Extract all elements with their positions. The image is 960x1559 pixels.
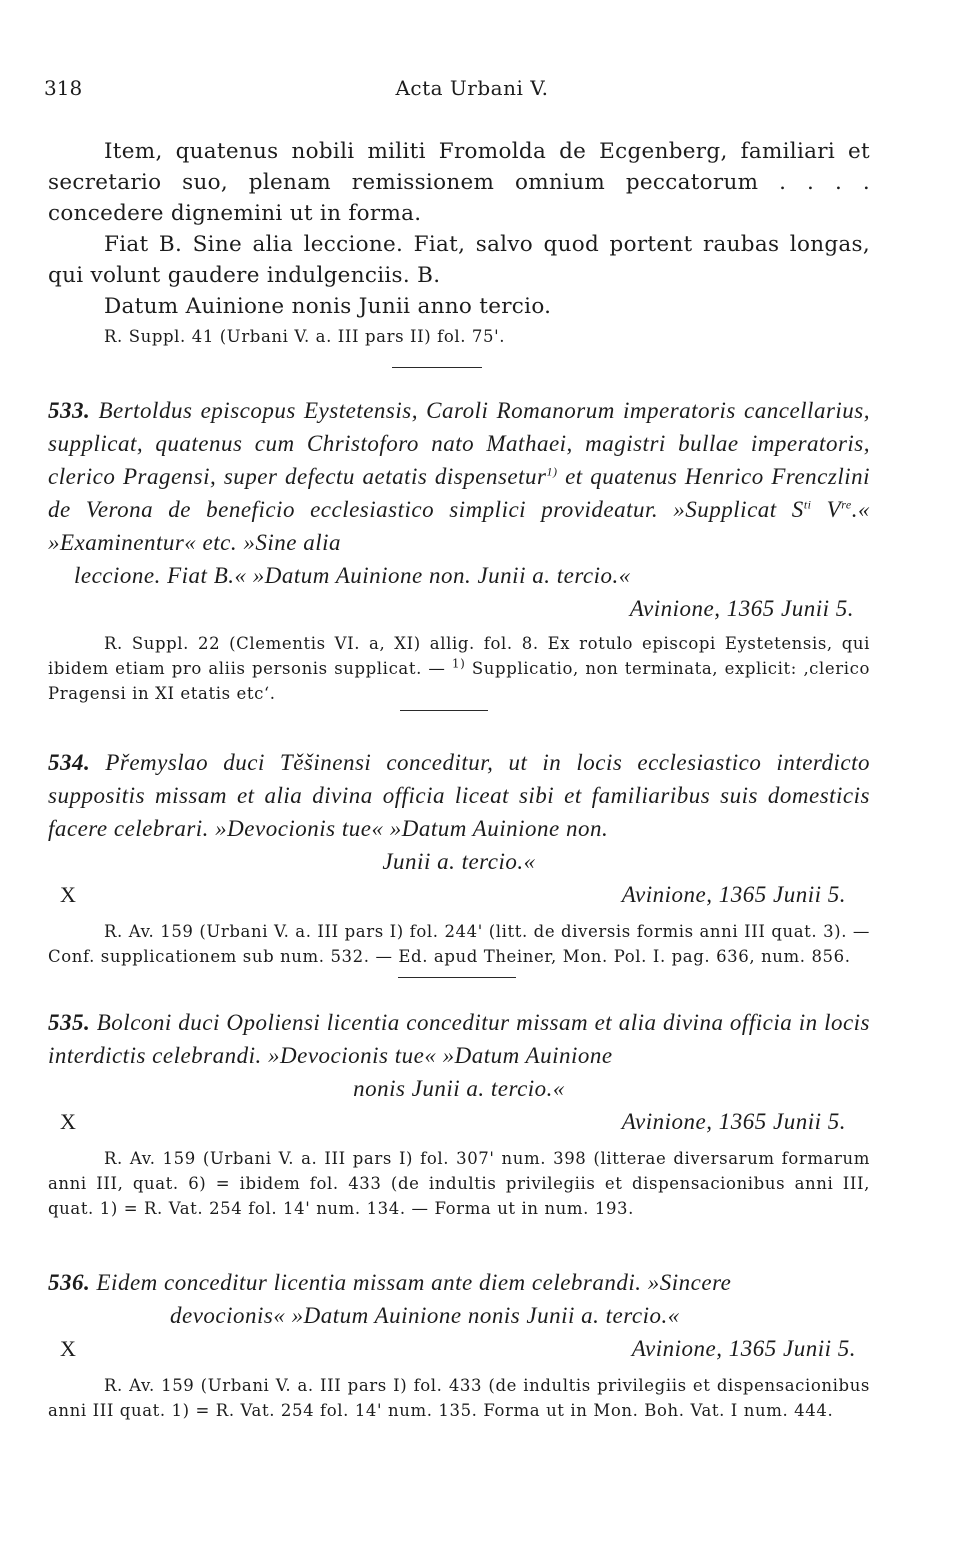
entry-535 bbox=[48, 1006, 870, 1221]
entry-533-place-date: Avinione, 1365 Junii 5. bbox=[629, 596, 854, 621]
entry-535-place-line bbox=[48, 1105, 870, 1138]
divider-rule bbox=[400, 710, 488, 711]
x-mark: X bbox=[60, 1109, 77, 1134]
entry-533-datum: leccione. Fiat B.« »Datum Auinione non. Junii a. tercio.« bbox=[74, 563, 631, 588]
entry-532-decision: Fiat B. Sine alia leccione. Fiat, salvo quod portent raubas longas, qui volunt gaudere indulgenciis. B. bbox=[48, 232, 870, 288]
entry-532-source: R. Suppl. 41 (Urbani V. a. III pars II) fol. 75'. bbox=[104, 327, 506, 346]
entry-number: 536. bbox=[48, 1270, 91, 1295]
page-number: 318 bbox=[44, 76, 83, 100]
divider-rule bbox=[392, 367, 482, 368]
x-mark: X bbox=[60, 1336, 77, 1361]
entry-534-source: R. Av. 159 (Urbani V. a. III pars I) fol. 244' (litt. de diversis formis anni III quat. 3). — Conf. supplicationem sub num. 532. — Ed. apud Theiner, Mon. Pol. I. pag. 636, num. 856. bbox=[48, 922, 870, 966]
entry-535-text: 535. Bolconi duci Opoliensi licentia conceditur missam et alia divina officia in locis interdictis celebrandi. »Devocionis tue« »Datum Auinione bbox=[48, 1010, 871, 1068]
entry-536-datum: devocionis« »Datum Auinione nonis Junii a. tercio.« bbox=[170, 1303, 680, 1328]
entry-533 bbox=[48, 394, 870, 706]
entry-534-place-date: Avinione, 1365 Junii 5. bbox=[621, 882, 846, 907]
entry-532 bbox=[48, 136, 870, 349]
entry-533-source: R. Suppl. 22 (Clementis VI. a, XI) allig. fol. 8. Ex rotulo episcopi Eystetensis, qui ibidem etiam pro aliis personis supplicat. — $^{1)}$ Supplicatio, non terminata, explicit: ‚clerico Pragensi in XI etatis etc‘. bbox=[48, 634, 870, 703]
entry-535-datum: nonis Junii a. tercio.« bbox=[353, 1076, 565, 1101]
entry-534-text: 534. Přemyslao duci Těšinensi conceditur, ut in locis ecclesiastico interdicto suppositis missam et alia divina officia liceat sibi et familiaribus suis domesticis facere celebrari. »Devocionis tue« »Datum Auinione non. bbox=[48, 750, 870, 841]
entry-536-source: R. Av. 159 (Urbani V. a. III pars I) fol. 433 (de indultis privilegiis et dispensacionibus anni III quat. 1) = R. Vat. 254 fol. 14' num. 135. Forma ut in Mon. Boh. Vat. I num. 444. bbox=[48, 1376, 870, 1420]
x-mark: X bbox=[60, 882, 77, 907]
entry-536 bbox=[48, 1266, 870, 1423]
running-title: Acta Urbani V. bbox=[395, 76, 549, 100]
entry-534-datum: Junii a. tercio.« bbox=[382, 849, 536, 874]
footnote-mark: 1) bbox=[451, 656, 466, 671]
entry-536-text: 536. Eidem conceditur licentia missam ante diem celebrandi. »Sincere bbox=[48, 1270, 732, 1295]
entry-534-place-line bbox=[48, 878, 870, 911]
entry-535-source: R. Av. 159 (Urbani V. a. III pars I) fol. 307' num. 398 (litterae diversarum formarum anni III, quat. 6) = ibidem fol. 433 (de indultis privilegiis et dispensacionibus anni III, quat. 1) = R. Vat. 254 fol. 14' num. 134. — Forma ut in num. 193. bbox=[48, 1149, 870, 1218]
footnote-mark: 1) bbox=[546, 464, 558, 479]
entry-534 bbox=[48, 746, 870, 969]
divider-rule bbox=[398, 977, 516, 978]
entry-532-text: Item, quatenus nobili militi Fromolda de Ecgenberg, familiari et secretario suo, plenam remissionem omnium peccatorum . . . . concedere dignemini ut in forma. bbox=[48, 139, 870, 226]
entry-536-place-line bbox=[48, 1332, 870, 1365]
entry-number: 534. bbox=[48, 750, 91, 775]
entry-number: 533. bbox=[48, 398, 91, 423]
entry-535-place-date: Avinione, 1365 Junii 5. bbox=[621, 1109, 846, 1134]
entry-532-datum: Datum Auinione nonis Junii anno tercio. bbox=[104, 294, 552, 319]
entry-536-place-date: Avinione, 1365 Junii 5. bbox=[631, 1336, 856, 1361]
page-header bbox=[44, 76, 900, 104]
entry-533-text: 533. Bertoldus episcopus Eystetensis, Caroli Romanorum imperatoris cancellarius, supplicat, quatenus cum Christoforo nato Mathaei, magistri bullae imperatoris, clerico Pragensi, super defectu aetatis dispensetur$^{1)}$ et quatenus Henrico Frenczlini de Verona de beneficio ecclesiastico simplici provideatur. »Supplicat $S^{ti}$ Vre.« »Examinentur« etc. »Sine alia bbox=[48, 398, 871, 555]
entry-number: 535. bbox=[48, 1010, 91, 1035]
